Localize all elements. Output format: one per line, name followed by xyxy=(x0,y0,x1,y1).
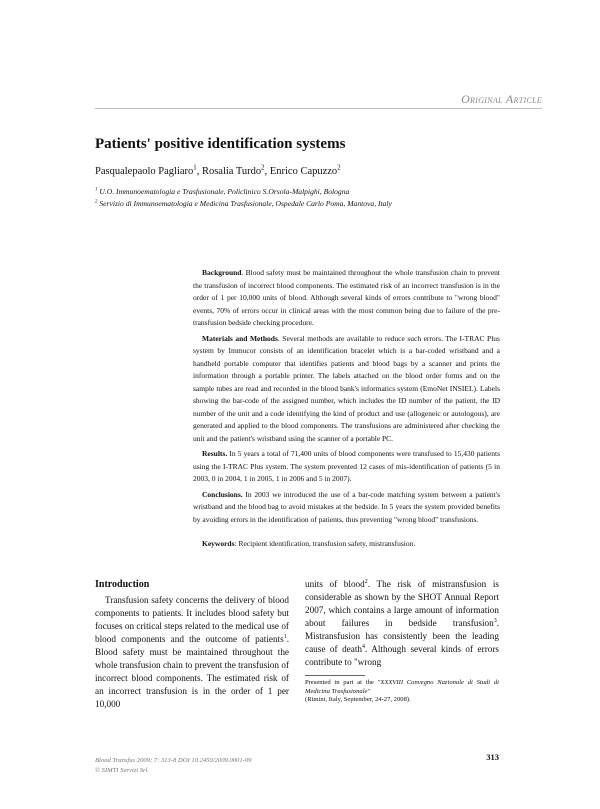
page-number: 313 xyxy=(486,752,499,762)
author-affiliation-mark: 2 xyxy=(337,164,341,172)
author-affiliation-mark: 1 xyxy=(193,164,197,172)
article-title: Patients' positive identification systems xyxy=(95,136,346,152)
body-column-right xyxy=(305,578,499,711)
results-label: Results. xyxy=(202,449,228,458)
header-divider xyxy=(95,108,542,109)
citation-ref: 3 xyxy=(493,617,497,624)
footnote-prefix: Presented in part at the xyxy=(305,679,378,686)
section-heading-introduction: Introduction xyxy=(95,579,150,590)
author-list: Pasqualepaolo Pagliaro$^1$, Rosalia Turdo$^2$, Enrico Capuzzo$^2$ xyxy=(95,164,341,177)
body-text: . Blood safety must be maintained throughout the whole transfusion chain to prevent the transfusion of incorrect blood components. The estimated risk of an incorrect transfusion is in the order of 1 per 10,000 xyxy=(95,634,289,709)
affiliation-1 xyxy=(95,187,349,196)
author-name: Pasqualepaolo Pagliaro xyxy=(95,166,194,177)
citation-ref: 2 xyxy=(364,578,368,585)
affiliation-text: U.O. Immunoematologia e Trasfusionale, Policlinico S.Orsola-Malpighi, Bologna xyxy=(99,187,350,196)
body-text: . Mistransfusion has consistently been the leading cause of death xyxy=(305,618,499,654)
results-text: In 5 years a total of 71,400 units of blood components were transfused to 15,430 patients using the I-TRAC Plus system. The system prevented 12 cases of mis-identification of patients (5 in 2003, 0 in 2004, 1 in 2005, 1 in 2006 and 5 in 2007). xyxy=(193,449,500,483)
keywords-text: : Recipient identification, transfusion safety, mistransfusion. xyxy=(234,539,416,548)
abstract-methods xyxy=(193,333,500,446)
citation-ref: 4 xyxy=(361,643,365,650)
footnote xyxy=(305,679,499,705)
footnote-suffix: (Rimini, Italy, September, 24-27, 2008). xyxy=(305,696,411,703)
body-text: units of blood xyxy=(305,579,365,589)
body-columns xyxy=(95,578,499,711)
affiliation-number: 2 xyxy=(95,199,98,205)
abstract-background xyxy=(193,267,500,330)
affiliation-number: 1 xyxy=(95,187,98,193)
abstract-conclusions xyxy=(193,489,500,527)
background-label: Background xyxy=(202,268,242,277)
body-paragraph xyxy=(305,578,499,669)
affiliation-2 xyxy=(95,199,392,208)
abstract xyxy=(193,267,500,554)
footnote-event: "XXXVIII Convegno Nazionale di Studi di Medicina Trasfusionale" xyxy=(305,679,500,695)
abstract-results xyxy=(193,448,500,486)
body-paragraph xyxy=(95,594,289,711)
body-text: . The risk of mistransfusion is considerable as shown by the SHOT Annual Report 2007, which contains a large amount of information about failures in bedside transfusion xyxy=(305,579,499,628)
affiliation-text: Servizio di Immunoematologia e Medicina Trasfusionale, Ospedale Carlo Poma, Mantova, Italy xyxy=(99,199,392,208)
section-label: Original Article xyxy=(461,92,542,106)
methods-label: Materials and Methods xyxy=(202,333,278,343)
copyright: © SIMTI Servizi Srl xyxy=(95,767,148,774)
body-column-left xyxy=(95,578,289,711)
methods-text: . Several methods are available to reduce such errors. The I-TRAC Plus system by Immucor consists of an identification bracelet which is a bar-coded wristband and a handheld portable computer that identifies patients and blood bags by a scanner and prints the information through a portable printer. The labels attached on the blood order forms and on the sample tubes are read and recorded in the blood bank's informatics system (EmoNet INSIEL). Labels showing the bar-code of the assigned number, which includes the ID number of the patient, the ID number of the unit and a code identifying the kind of product and use (allogeneic or autologous), are generated and applied to the blood components. The transfusions are administered after checking the unit and the patient's wristband using the scanner of a portable PC. xyxy=(193,333,500,443)
abstract-keywords xyxy=(193,538,500,551)
background-text: . Blood safety must be maintained throughout the whole transfusion chain to prevent the transfusion of incorrect blood components. The estimated risk of an incorrect transfusion is in the order of 1 per 10,000 units of blood. Although several kinds of errors contribute to "wrong blood" events, 70% of errors occur in clinical areas with the most common being due to failure of the pre-transfusion bedside checking procedure. xyxy=(193,268,500,327)
body-text: Transfusion safety concerns the delivery of blood components to patients. It includes blood safety but focuses on critical steps related to the medical use of blood components and the outcome of patients xyxy=(95,595,289,644)
author-name: Rosalia Turdo xyxy=(201,166,262,177)
author-affiliation-mark: 2 xyxy=(261,164,265,172)
keywords-label: Keywords xyxy=(202,539,235,548)
footnote-divider xyxy=(305,675,365,676)
body-text: . Although several kinds of errors contribute to "wrong xyxy=(305,644,499,667)
author-name: Enrico Capuzzo xyxy=(269,166,338,177)
citation-ref: 1 xyxy=(283,633,287,640)
conclusions-label: Conclusions. xyxy=(202,489,243,499)
journal-citation: Blood Transfus 2009; 7: 313-8 DOI 10.2450/2009.0001-09 xyxy=(95,757,252,764)
conclusions-text: In 2003 we introduced the use of a bar-code matching system between a patient's wristband and the blood bag to avoid mistakes at the bedside. In 5 years the system provided benefits by avoiding errors in the identification of patients, thus preventing "wrong blood" transfusions. xyxy=(193,489,500,524)
